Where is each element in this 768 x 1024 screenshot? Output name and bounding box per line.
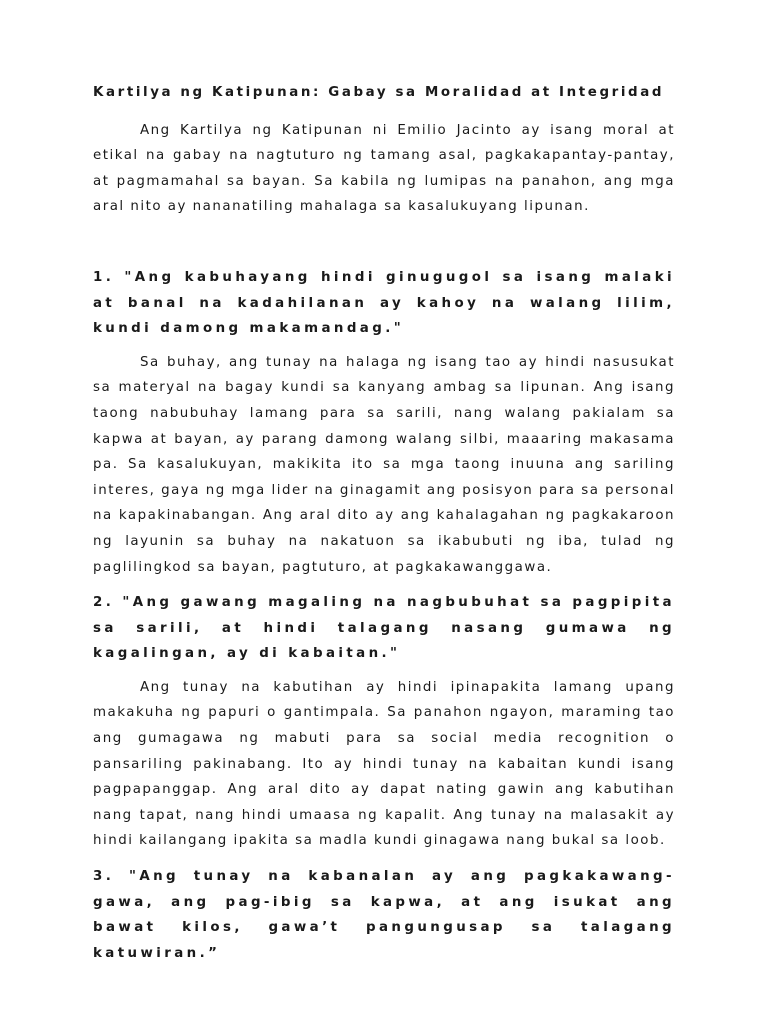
section-3-heading: 3. "Ang tunay na kabanalan ay ang pagkakawang-gawa, ang pag-ibig sa kapwa, at ang isukat ang bawat kilos, gawa’t pangungusap sa talagang katuwiran.”: [93, 869, 675, 961]
section-1-body: Sa buhay, ang tunay na halaga ng isang tao ay hindi nasusukat sa materyal na bagay kundi sa kanyang ambag sa lipunan. Ang isang taong nabubuhay lamang para sa sarili, nang walang pakialam sa kapwa at bayan, ay parang damong walang silbi, maaaring makasama pa. Sa kasalukuyan, makikita ito sa mga taong inuuna ang sariling interes, gaya ng mga lider na ginagamit ang posisyon para sa personal na kapakinabangan. Ang aral dito ay ang kahalagahan ng pagkakaroon ng layunin sa buhay na nakatuon sa ikabubuti ng iba, tulad ng paglilingkod sa bayan, pagtuturo, at pagkakawanggawa.: [93, 354, 675, 575]
document-title: Kartilya ng Katipunan: Gabay sa Moralidad at Integridad: [93, 85, 665, 100]
intro-paragraph: Ang Kartilya ng Katipunan ni Emilio Jacinto ay isang moral at etikal na gabay na nagtuturo ng tamang asal, pagkakapantay-pantay, at pagmamahal sa bayan. Sa kabila ng lumipas na panahon, ang mga aral nito ay nananatiling mahalaga sa kasalukuyang lipunan.: [93, 122, 675, 215]
section-2-body: Ang tunay na kabutihan ay hindi ipinapakita lamang upang makakuha ng papuri o gantimpala. Sa panahon ngayon, maraming tao ang gumagawa ng mabuti para sa social media recognition o pansariling pakinabang. Ito ay hindi tunay na kabaitan kundi isang pagpapanggap. Ang aral dito ay dapat nating gawin ang kabutihan nang tapat, nang hindi umaasa ng kapalit. Ang tunay na malasakit ay hindi kailangang ipakita sa madla kundi ginagawa nang bukal sa loob.: [93, 679, 675, 849]
section-2-heading: 2. "Ang gawang magaling na nagbubuhat sa pagpipita sa sarili, at hindi talagang nasang gumawa ng kagalingan, ay di kabaitan.": [93, 595, 675, 662]
document-body: [93, 80, 675, 974]
section-1-heading: 1. "Ang kabuhayang hindi ginugugol sa isang malaki at banal na kadahilanan ay kahoy na walang lilim, kundi damong makamandag.": [93, 269, 675, 337]
